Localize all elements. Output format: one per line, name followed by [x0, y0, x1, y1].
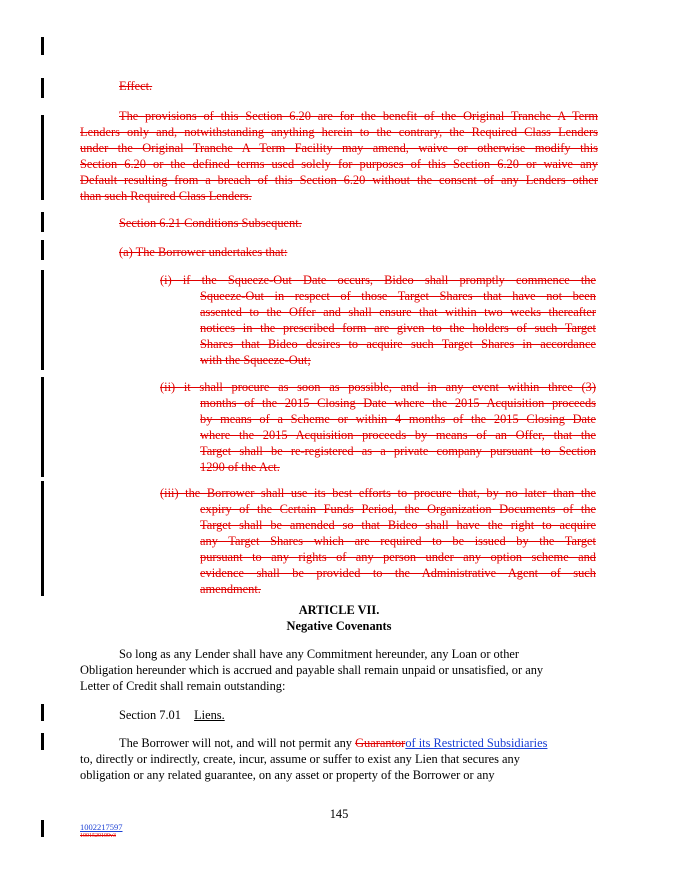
section-701-heading — [119, 707, 225, 723]
text-line: than such Required Class Lenders. — [80, 189, 252, 203]
item-iii — [160, 485, 596, 597]
section-title: Conditions Subsequent. — [184, 216, 302, 230]
text-line: (iii) the Borrower shall use its best efforts to procure that, by no later than the — [160, 486, 596, 500]
text-line: with the Squeeze-Out; — [200, 353, 311, 367]
text-line: Obligation hereunder which is accrued and payable shall remain unpaid or unsatisfied, or any — [80, 663, 544, 677]
page-number: 145 — [329, 807, 349, 821]
text-line: any Target Shares which are required to be issued by the Target — [200, 534, 596, 548]
text-line: evidence shall be provided to the Administrative Agent of such — [200, 566, 596, 580]
effect-heading: Effect. — [119, 79, 153, 93]
text-line: (ii) it shall procure as soon as possible, and in any event within three (3) — [160, 380, 596, 394]
text-line: amendment. — [200, 582, 261, 596]
change-bar — [41, 377, 44, 477]
change-bar — [41, 704, 44, 721]
inserted-text: of its Restricted Subsidiaries — [405, 736, 548, 750]
change-bar — [41, 733, 44, 750]
deleted-text: Guarantor — [355, 736, 406, 750]
text-line: to, directly or indirectly, create, incur, assume or suffer to exist any Lien that secures any — [80, 752, 520, 766]
text-line: by means of a Scheme or within 4 months of the 2015 Closing Date — [200, 412, 596, 426]
change-bar — [41, 115, 44, 200]
text-line: Squeeze-Out in respect of those Target Shares that have not been — [200, 289, 596, 303]
text-line — [80, 735, 598, 751]
document-id: 1002217597 — [80, 822, 123, 832]
item-i — [160, 272, 596, 368]
change-bar — [41, 481, 44, 596]
section-title: Liens. — [194, 708, 225, 722]
text-line: Target shall be re-registered as a private company pursuant to Section — [200, 444, 596, 458]
text-line: Shares that Bideo desires to acquire such Target Shares in accordance — [200, 337, 596, 351]
section-621-heading — [119, 215, 302, 231]
article-title: Negative Covenants — [286, 619, 392, 633]
section-number: Section 7.01 — [119, 708, 181, 722]
change-bar — [41, 37, 44, 55]
borrower-paragraph — [80, 735, 598, 783]
text-line: 1290 of the Act. — [200, 460, 280, 474]
change-bar — [41, 78, 44, 98]
text-line: Section 6.20 or the defined terms used solely for purposes of this Section 6.20 or waive any — [80, 157, 598, 171]
change-bar — [41, 240, 44, 260]
article-heading — [80, 602, 598, 634]
provisions-paragraph — [80, 108, 598, 204]
change-bar — [41, 820, 44, 837]
article-number: ARTICLE VII. — [298, 603, 380, 617]
text-line: Lenders only and, notwithstanding anything herein to the contrary, the Required Class Lenders — [80, 125, 598, 139]
intro-paragraph — [80, 646, 598, 694]
text-line: notices in the prescribed form are given to the holders of such Target — [200, 321, 596, 335]
text-line: So long as any Lender shall have any Commitment hereunder, any Loan or other — [119, 647, 520, 661]
text-line: pursuant to any rights of any person under any option scheme and — [200, 550, 596, 564]
item-ii — [160, 379, 596, 475]
text-line: (i) if the Squeeze-Out Date occurs, Bideo shall promptly commence the — [160, 273, 596, 287]
text-line: assented to the Offer and shall ensure that within two weeks thereafter — [200, 305, 596, 319]
text-line: where the 2015 Acquisition proceeds by means of an Offer, that the — [200, 428, 596, 442]
text-line: The provisions of this Section 6.20 are for the benefit of the Original Tranche A Term — [119, 109, 598, 123]
subsection-a: (a) The Borrower undertakes that: — [119, 245, 288, 259]
text-line: under the Original Tranche A Term Facility may amend, waive or otherwise modify this — [80, 141, 598, 155]
document-id-old: 1001520109v3 — [80, 833, 116, 839]
text-line: expiry of the Certain Funds Period, the Organization Documents of the — [200, 502, 596, 516]
change-bar — [41, 212, 44, 232]
change-bar — [41, 270, 44, 370]
text-line: obligation or any related guarantee, on any asset or property of the Borrower or any — [80, 768, 495, 782]
text-line: Letter of Credit shall remain outstanding: — [80, 679, 286, 693]
text-line: Default resulting from a breach of this Section 6.20 without the consent of any Lenders other — [80, 173, 598, 187]
text-run: The Borrower will not, and will not permit any — [119, 736, 356, 750]
text-line: Target shall be amended so that Bideo shall have the right to acquire — [200, 518, 596, 532]
text-line: months of the 2015 Closing Date where the 2015 Acquisition proceeds — [200, 396, 596, 410]
section-number: Section 6.21 — [119, 216, 181, 230]
